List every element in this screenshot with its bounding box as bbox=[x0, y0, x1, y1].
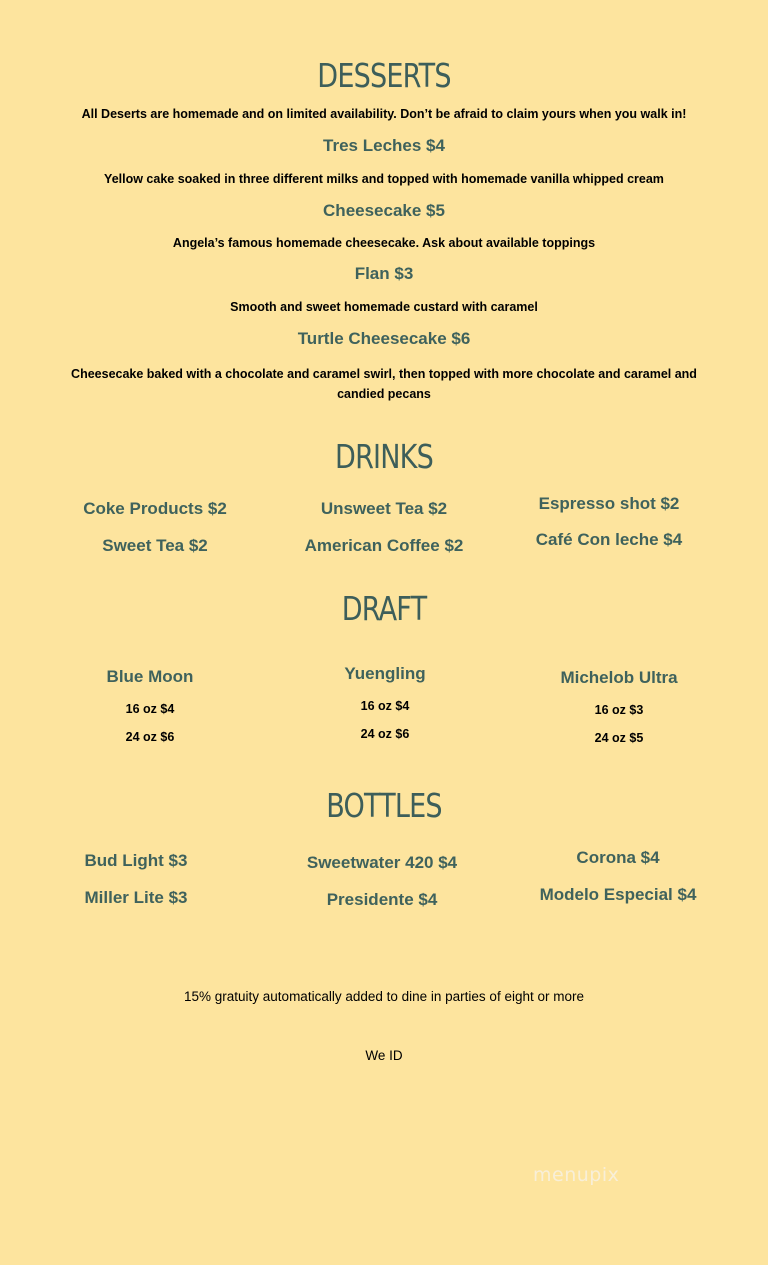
dessert-name: Tres Leches $4 bbox=[323, 136, 445, 155]
dessert-desc: Smooth and sweet homemade custard with caramel bbox=[230, 300, 538, 314]
dessert-name: Flan $3 bbox=[354, 264, 414, 283]
draft-beer-name: Yuengling bbox=[344, 664, 426, 683]
drink-item: Café Con leche $4 bbox=[535, 530, 683, 549]
desserts-title: DESSERTS bbox=[317, 56, 451, 95]
bottle-item: Sweetwater 420 $4 bbox=[306, 853, 458, 872]
dessert-desc: Cheesecake baked with a chocolate and caramel swirl, then topped with more chocolate and caramel and candied pecans bbox=[71, 367, 697, 401]
draft-size: 24 oz $5 bbox=[594, 731, 644, 745]
dessert-desc: Angela’s famous homemade cheesecake. Ask about available toppings bbox=[172, 236, 596, 250]
bottle-item: Modelo Especial $4 bbox=[539, 885, 697, 904]
gratuity-notice: 15% gratuity automatically added to dine in parties of eight or more bbox=[184, 989, 584, 1004]
dessert-name: Turtle Cheesecake $6 bbox=[297, 329, 471, 348]
bottle-item: Miller Lite $3 bbox=[84, 888, 188, 907]
bottle-item: Corona $4 bbox=[576, 848, 660, 867]
menupix-watermark: menupix bbox=[533, 1164, 620, 1186]
drink-item: Unsweet Tea $2 bbox=[320, 499, 448, 518]
drink-item: American Coffee $2 bbox=[304, 536, 464, 555]
draft-size: 24 oz $6 bbox=[125, 730, 175, 744]
draft-size: 16 oz $4 bbox=[125, 702, 175, 716]
draft-title: DRAFT bbox=[341, 589, 427, 628]
draft-size: 24 oz $6 bbox=[360, 727, 410, 741]
drink-item: Coke Products $2 bbox=[83, 499, 227, 518]
draft-size: 16 oz $3 bbox=[594, 703, 644, 717]
draft-size: 16 oz $4 bbox=[360, 699, 410, 713]
bottle-item: Presidente $4 bbox=[326, 890, 438, 909]
bottle-item: Bud Light $3 bbox=[84, 851, 188, 870]
drink-item: Espresso shot $2 bbox=[538, 494, 680, 513]
id-notice: We ID bbox=[365, 1048, 403, 1063]
draft-beer-name: Blue Moon bbox=[106, 667, 194, 686]
dessert-name: Cheesecake $5 bbox=[323, 201, 445, 220]
dessert-desc: Yellow cake soaked in three different milks and topped with homemade vanilla whipped cream bbox=[104, 172, 664, 186]
draft-beer-name: Michelob Ultra bbox=[560, 668, 678, 687]
drink-item: Sweet Tea $2 bbox=[102, 536, 208, 555]
drinks-title: DRINKS bbox=[335, 437, 433, 476]
desserts-intro: All Deserts are homemade and on limited availability. Don’t be afraid to claim yours when you walk in! bbox=[81, 107, 687, 121]
bottles-title: BOTTLES bbox=[326, 786, 442, 825]
